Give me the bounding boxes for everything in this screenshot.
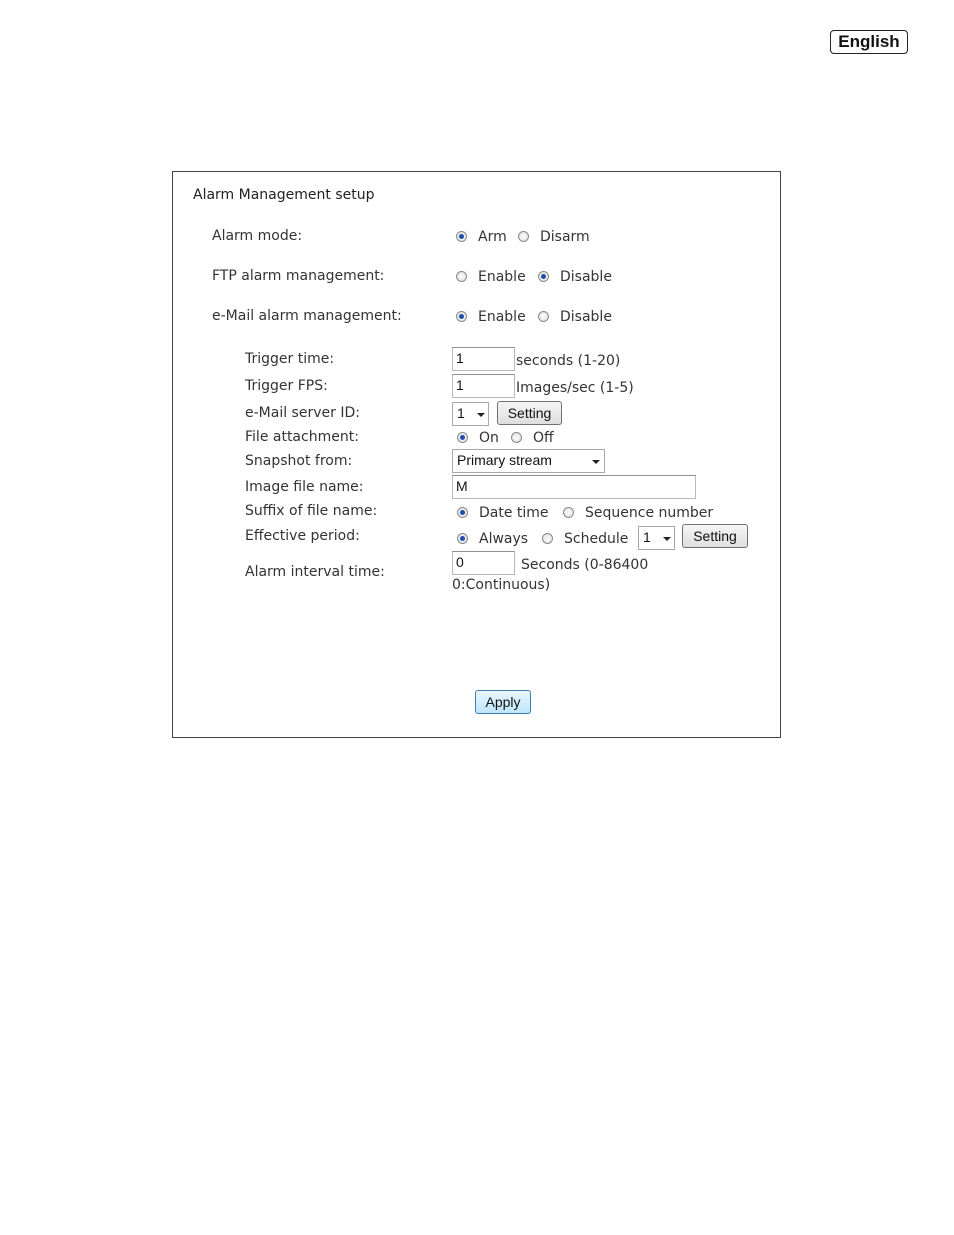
snapshot-from-label: Snapshot from: (245, 453, 353, 469)
effective-schedule-radio[interactable] (542, 533, 553, 544)
email-alarm-enable-radio[interactable] (456, 311, 467, 322)
suffix-label: Suffix of file name: (245, 503, 378, 519)
snapshot-from-value: Primary stream (457, 452, 552, 468)
trigger-time-unit: seconds (1-20) (516, 353, 621, 369)
schedule-select[interactable] (638, 526, 675, 550)
alarm-interval-input[interactable]: 0 (452, 551, 515, 575)
trigger-time-label: Trigger time: (245, 351, 335, 367)
alarm-mode-disarm-radio[interactable] (518, 231, 529, 242)
suffix-date-time-label: Date time (479, 505, 549, 521)
trigger-fps-input[interactable]: 1 (452, 374, 515, 398)
email-alarm-label: e-Mail alarm management: (212, 308, 402, 324)
chevron-down-icon (592, 460, 600, 464)
alarm-mode-arm-label: Arm (478, 229, 507, 245)
email-alarm-disable-label: Disable (560, 309, 612, 325)
file-attachment-off-label: Off (533, 430, 554, 446)
trigger-time-input[interactable]: 1 (452, 347, 515, 371)
ftp-alarm-label: FTP alarm management: (212, 268, 385, 284)
effective-period-label: Effective period: (245, 528, 360, 544)
alarm-mode-arm-radio[interactable] (456, 231, 467, 242)
alarm-mode-label: Alarm mode: (212, 228, 303, 244)
email-alarm-enable-label: Enable (478, 309, 526, 325)
suffix-date-time-radio[interactable] (457, 507, 468, 518)
email-alarm-disable-radio[interactable] (538, 311, 549, 322)
email-server-id-value: 1 (457, 405, 465, 421)
chevron-down-icon (477, 413, 485, 417)
email-server-id-label: e-Mail server ID: (245, 405, 360, 421)
effective-always-radio[interactable] (457, 533, 468, 544)
effective-always-label: Always (479, 531, 529, 547)
file-attachment-on-radio[interactable] (457, 432, 468, 443)
apply-button[interactable]: Apply (475, 690, 531, 714)
language-badge: English (830, 30, 908, 54)
image-file-name-input[interactable]: M (452, 475, 696, 499)
image-file-name-label: Image file name: (245, 479, 364, 495)
effective-schedule-label: Schedule (564, 531, 629, 547)
alarm-interval-unit: Seconds (0-86400 (521, 557, 649, 573)
snapshot-from-select[interactable] (452, 449, 605, 473)
alarm-interval-label: Alarm interval time: (245, 564, 385, 580)
ftp-alarm-enable-label: Enable (478, 269, 526, 285)
suffix-sequence-label: Sequence number (585, 505, 714, 521)
trigger-fps-label: Trigger FPS: (245, 378, 328, 394)
chevron-down-icon (663, 537, 671, 541)
trigger-fps-unit: Images/sec (1-5) (516, 380, 634, 396)
ftp-alarm-disable-label: Disable (560, 269, 612, 285)
file-attachment-off-radio[interactable] (511, 432, 522, 443)
file-attachment-on-label: On (479, 430, 499, 446)
ftp-alarm-enable-radio[interactable] (456, 271, 467, 282)
schedule-setting-button[interactable]: Setting (682, 524, 748, 548)
file-attachment-label: File attachment: (245, 429, 359, 445)
suffix-sequence-radio[interactable] (563, 507, 574, 518)
alarm-mode-disarm-label: Disarm (540, 229, 590, 245)
alarm-interval-note: 0:Continuous) (452, 577, 551, 593)
email-server-setting-button[interactable]: Setting (497, 401, 562, 425)
panel-title: Alarm Management setup (193, 187, 375, 203)
email-server-id-select[interactable] (452, 402, 489, 426)
schedule-value: 1 (643, 529, 651, 545)
ftp-alarm-disable-radio[interactable] (538, 271, 549, 282)
